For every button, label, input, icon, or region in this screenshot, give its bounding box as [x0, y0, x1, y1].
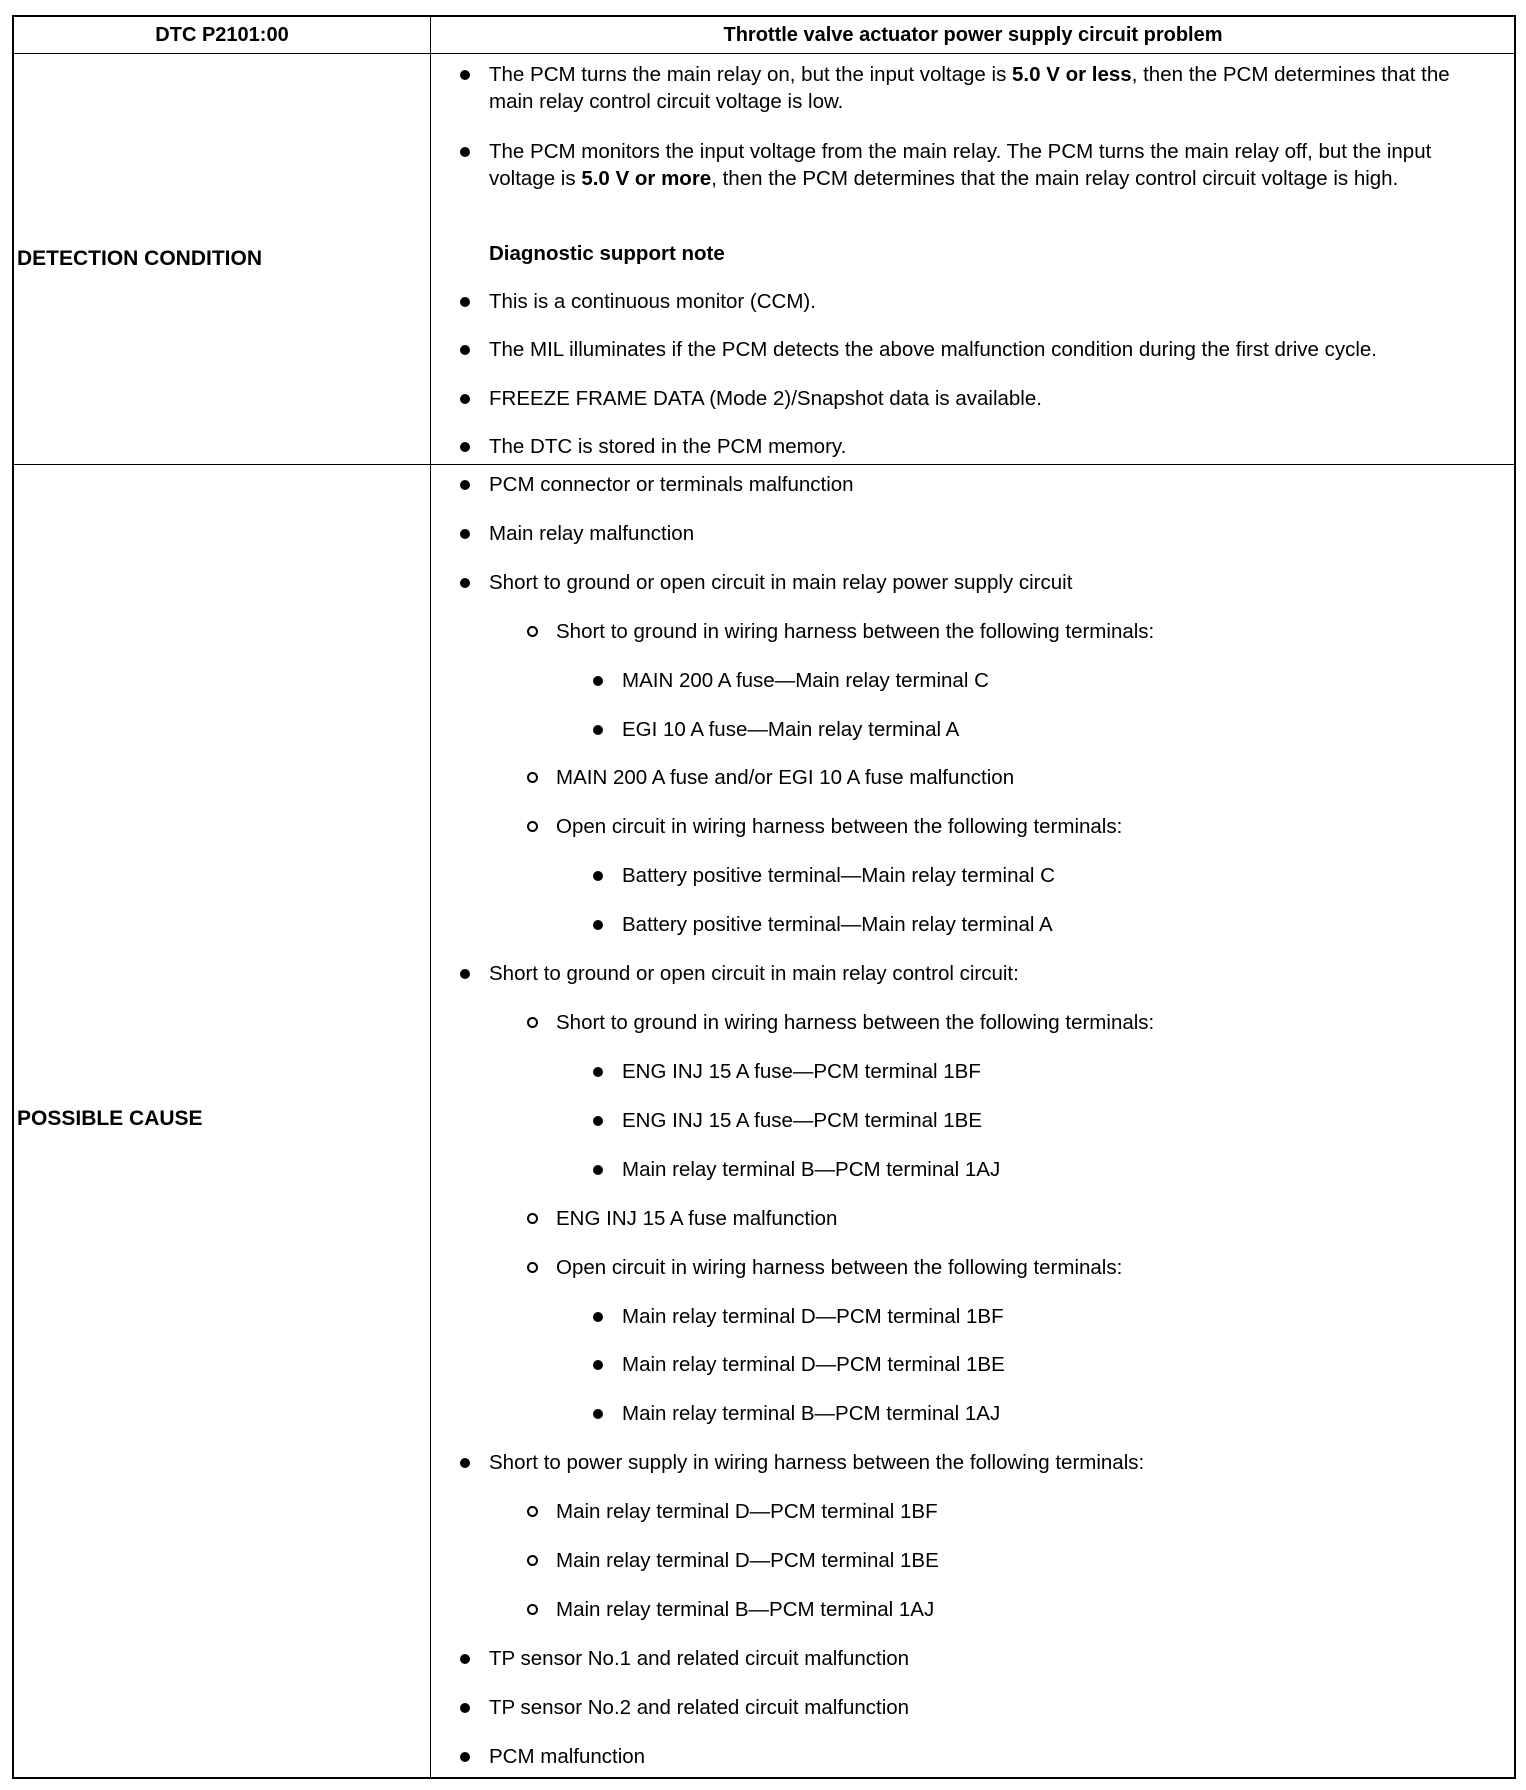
cause-subitem-text: Main relay terminal D—PCM terminal 1BE [556, 1549, 939, 1572]
cause-subitem [556, 1205, 837, 1232]
cause-detail-text: ENG INJ 15 A fuse—PCM terminal 1BF [622, 1060, 981, 1083]
circle-bullet-icon [527, 1604, 538, 1615]
detection-item-text: The PCM monitors the input voltage from the main relay. The PCM turns the main relay off, but the input voltage is [489, 140, 1432, 190]
cause-item [489, 1449, 1469, 1476]
cause-subitem [556, 1547, 939, 1574]
cause-detail [622, 1351, 1005, 1378]
bullet-icon [460, 1458, 470, 1468]
circle-bullet-icon [527, 626, 538, 637]
note-item [489, 385, 1469, 412]
bullet-icon [460, 394, 470, 404]
cause-detail-text: EGI 10 A fuse—Main relay terminal A [622, 718, 960, 741]
row-divider [14, 464, 1514, 465]
cause-subitem [556, 764, 1014, 791]
cause-detail [622, 1303, 1004, 1330]
cause-item-text: Short to ground or open circuit in main relay power supply circuit [489, 571, 1073, 594]
detection-condition-label: DETECTION CONDITION [17, 247, 262, 270]
bullet-icon [460, 529, 470, 539]
bullet-icon [460, 1654, 470, 1664]
bullet-icon [593, 1409, 603, 1419]
bullet-icon [593, 920, 603, 930]
cause-item [489, 960, 1469, 987]
note-item-text: FREEZE FRAME DATA (Mode 2)/Snapshot data is available. [489, 387, 1042, 410]
note-item [489, 336, 1469, 363]
bullet-icon [593, 1067, 603, 1077]
bullet-icon [460, 1752, 470, 1762]
detection-item-text: , then the PCM determines that the main relay control circuit voltage is low. [489, 63, 1450, 113]
cause-detail-text: Main relay terminal B—PCM terminal 1AJ [622, 1402, 1001, 1425]
cause-subitem [556, 1498, 938, 1525]
cause-subitem-text: ENG INJ 15 A fuse malfunction [556, 1207, 838, 1230]
cause-item-text: Short to ground or open circuit in main relay control circuit: [489, 962, 1019, 985]
cause-subitem-text: Open circuit in wiring harness between the following terminals: [556, 1256, 1123, 1279]
cause-detail [622, 862, 1055, 889]
circle-bullet-icon [527, 1506, 538, 1517]
cause-subitem-text: Short to ground in wiring harness between the following terminals: [556, 620, 1155, 643]
possible-cause-label: POSSIBLE CAUSE [17, 1107, 203, 1130]
bullet-icon [460, 147, 470, 157]
note-item [489, 288, 1469, 315]
bullet-icon [460, 70, 470, 80]
cause-detail-text: Main relay terminal D—PCM terminal 1BE [622, 1353, 1005, 1376]
detection-item-text: The PCM turns the main relay on, but the input voltage is [489, 63, 1013, 86]
cause-subitem-text: Open circuit in wiring harness between the following terminals: [556, 815, 1123, 838]
cause-subitem [556, 1596, 934, 1623]
circle-bullet-icon [527, 1262, 538, 1273]
bullet-icon [593, 1165, 603, 1175]
cause-detail [622, 667, 989, 694]
note-item-text: The MIL illuminates if the PCM detects the above malfunction condition during the first drive cycle. [489, 338, 1377, 361]
note-item-text: This is a continuous monitor (CCM). [489, 290, 816, 313]
cause-detail-text: Main relay terminal B—PCM terminal 1AJ [622, 1158, 1001, 1181]
cause-item [489, 1645, 1469, 1672]
cause-item-text: Short to power supply in wiring harness between the following terminals: [489, 1451, 1145, 1474]
cause-subitem-text: MAIN 200 A fuse and/or EGI 10 A fuse malfunction [556, 766, 1015, 789]
bullet-icon [593, 725, 603, 735]
note-item [489, 433, 1469, 460]
detection-item-emphasis: 5.0 V or less [1012, 63, 1132, 86]
cause-subitem [556, 813, 1122, 840]
cause-item [489, 1743, 1469, 1770]
column-divider [430, 17, 431, 1777]
cause-item [489, 520, 1469, 547]
bullet-icon [460, 480, 470, 490]
cause-detail [622, 1058, 981, 1085]
note-item-text: The DTC is stored in the PCM memory. [489, 435, 847, 458]
detection-item-text: , then the PCM determines that the main relay control circuit voltage is high. [711, 167, 1399, 190]
dtc-code-header: DTC P2101:00 [155, 23, 289, 46]
cause-detail [622, 1400, 1000, 1427]
cause-detail [622, 911, 1053, 938]
dtc-title-header: Throttle valve actuator power supply circuit problem [723, 23, 1223, 46]
diagnostic-support-note-heading: Diagnostic support note [489, 242, 725, 265]
cause-detail-text: Battery positive terminal—Main relay terminal C [622, 864, 1055, 887]
bullet-icon [460, 345, 470, 355]
bullet-icon [593, 1360, 603, 1370]
cause-item-text: PCM connector or terminals malfunction [489, 473, 854, 496]
cause-item-text: PCM malfunction [489, 1745, 646, 1768]
cause-subitem-text: Main relay terminal D—PCM terminal 1BF [556, 1500, 938, 1523]
cause-subitem [556, 1009, 1154, 1036]
cause-item [489, 569, 1469, 596]
cause-detail-text: Battery positive terminal—Main relay terminal A [622, 913, 1053, 936]
circle-bullet-icon [527, 1213, 538, 1224]
circle-bullet-icon [527, 1017, 538, 1028]
bullet-icon [593, 676, 603, 686]
detection-item [489, 61, 1469, 115]
bullet-icon [460, 969, 470, 979]
cause-item [489, 471, 1469, 498]
bullet-icon [460, 1703, 470, 1713]
bullet-icon [593, 1312, 603, 1322]
bullet-icon [460, 578, 470, 588]
cause-item-text: Main relay malfunction [489, 522, 695, 545]
cause-detail-text: MAIN 200 A fuse—Main relay terminal C [622, 669, 989, 692]
cause-subitem-text: Short to ground in wiring harness between the following terminals: [556, 1011, 1155, 1034]
cause-detail-text: Main relay terminal D—PCM terminal 1BF [622, 1305, 1004, 1328]
circle-bullet-icon [527, 821, 538, 832]
detection-item [489, 138, 1469, 192]
header-divider [14, 53, 1514, 54]
bullet-icon [593, 871, 603, 881]
cause-item-text: TP sensor No.1 and related circuit malfunction [489, 1647, 910, 1670]
dtc-table [12, 15, 1516, 1779]
cause-item-text: TP sensor No.2 and related circuit malfunction [489, 1696, 910, 1719]
cause-item [489, 1694, 1469, 1721]
circle-bullet-icon [527, 1555, 538, 1566]
circle-bullet-icon [527, 772, 538, 783]
cause-detail [622, 1156, 1000, 1183]
bullet-icon [593, 1116, 603, 1126]
bullet-icon [460, 297, 470, 307]
cause-subitem-text: Main relay terminal B—PCM terminal 1AJ [556, 1598, 935, 1621]
bullet-icon [460, 442, 470, 452]
cause-detail [622, 1107, 982, 1134]
cause-detail [622, 716, 959, 743]
cause-detail-text: ENG INJ 15 A fuse—PCM terminal 1BE [622, 1109, 983, 1132]
cause-subitem [556, 1254, 1122, 1281]
cause-subitem [556, 618, 1154, 645]
detection-item-emphasis: 5.0 V or more [581, 167, 712, 190]
